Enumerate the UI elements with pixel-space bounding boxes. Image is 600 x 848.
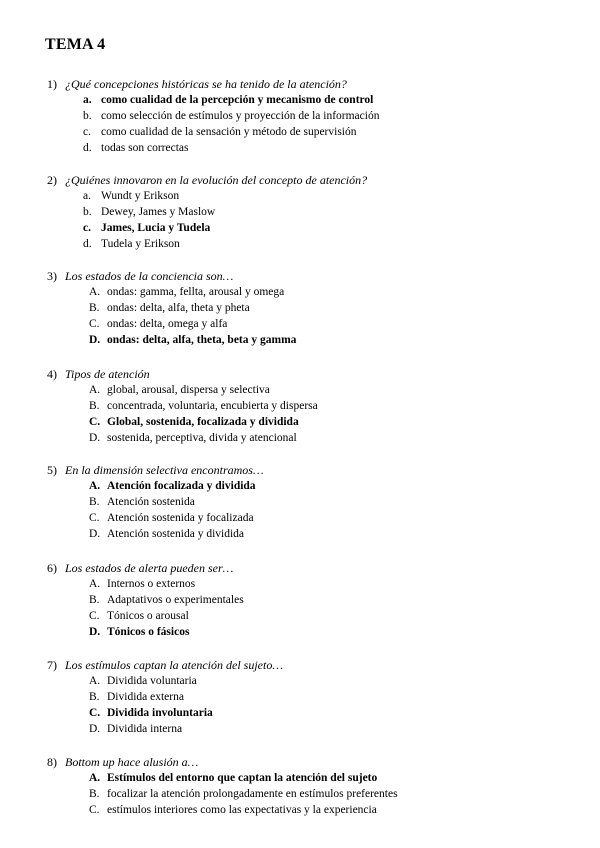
option-text: Dividida interna (107, 723, 183, 735)
option-letter: D. (89, 432, 101, 444)
answer-option (89, 430, 587, 446)
option-letter: D. (89, 334, 101, 346)
option-text: concentrada, voluntaria, encubierta y dispersa (107, 400, 318, 412)
option-letter: B. (89, 594, 100, 606)
option-text: sostenida, perceptiva, divida y atencional (107, 432, 297, 444)
option-text: Atención sostenida y focalizada (107, 512, 254, 524)
question-text: ¿Qué concepciones históricas se ha tenido de la atención? (65, 77, 347, 91)
option-text: Wundt y Erikson (101, 190, 180, 202)
answer-option (83, 140, 587, 156)
option-letter: A. (89, 772, 101, 784)
option-letter: B. (89, 691, 100, 703)
answer-option (89, 284, 587, 300)
option-letter: C. (89, 707, 101, 719)
answer-option (89, 802, 587, 818)
question-block (47, 366, 587, 446)
option-text: estímulos interiores como las expectativas y la experiencia (107, 804, 377, 816)
option-letter: b. (83, 110, 92, 122)
question-number: 1) (47, 77, 57, 91)
option-text: Dividida voluntaria (107, 675, 197, 687)
answer-option (89, 576, 587, 592)
option-letter: A. (89, 286, 101, 298)
answer-option (89, 300, 587, 316)
question-number: 8) (47, 755, 57, 769)
option-text: ondas: delta, alfa, theta y pheta (107, 302, 250, 314)
question-block (47, 172, 587, 252)
answer-option-correct (89, 624, 587, 640)
option-letter: a. (83, 94, 92, 106)
answer-option (89, 398, 587, 414)
question-heading (47, 560, 587, 576)
question-text: ¿Quiénes innovaron en la evolución del concepto de atención? (65, 173, 368, 187)
option-text: ondas: delta, omega y alfa (107, 318, 228, 330)
option-letter: A. (89, 578, 101, 590)
answer-option-correct (89, 332, 587, 348)
option-letter: B. (89, 400, 100, 412)
option-text: Dividida externa (107, 691, 184, 703)
answer-option (83, 204, 587, 220)
option-letter: C. (89, 416, 101, 428)
option-letter: C. (89, 318, 100, 330)
question-heading (47, 76, 587, 92)
option-text: Estímulos del entorno que captan la atención del sujeto (107, 772, 378, 784)
option-text: Atención focalizada y dividida (107, 480, 256, 492)
option-letter: D. (89, 528, 101, 540)
answer-option (89, 592, 587, 608)
option-text: Tudela y Erikson (101, 238, 180, 250)
option-text: Tónicos o arousal (107, 610, 189, 622)
question-number: 4) (47, 367, 57, 381)
answer-option-correct (83, 220, 587, 236)
question-block (47, 268, 587, 348)
option-letter: B. (89, 788, 100, 800)
answer-option (89, 608, 587, 624)
question-number: 6) (47, 561, 57, 575)
option-letter: A. (89, 480, 101, 492)
answer-option (89, 689, 587, 705)
answer-option-correct (89, 414, 587, 430)
option-text: global, arousal, dispersa y selectiva (107, 384, 270, 396)
option-text: Atención sostenida (107, 496, 195, 508)
option-text: Dewey, James y Maslow (101, 206, 216, 218)
option-letter: A. (89, 384, 101, 396)
answer-option-correct (89, 478, 587, 494)
option-text: Adaptativos o experimentales (107, 594, 244, 606)
answer-option-correct (89, 770, 587, 786)
option-letter: D. (89, 626, 101, 638)
question-block (47, 560, 587, 640)
document-title: TEMA 4 (45, 36, 106, 53)
option-text: Dividida involuntaria (107, 707, 213, 719)
option-letter: C. (89, 610, 100, 622)
question-block (47, 754, 587, 818)
question-text: Tipos de atención (65, 367, 150, 381)
option-text: Internos o externos (107, 578, 196, 590)
option-text: Atención sostenida y dividida (107, 528, 245, 540)
question-number: 5) (47, 463, 57, 477)
option-letter: b. (83, 206, 92, 218)
answer-option (89, 721, 587, 737)
question-heading (47, 754, 587, 770)
answer-option (89, 526, 587, 542)
answer-option (89, 494, 587, 510)
answer-option (83, 236, 587, 252)
answer-option (89, 510, 587, 526)
question-heading (47, 462, 587, 478)
question-block (47, 657, 587, 737)
question-heading (47, 172, 587, 188)
option-letter: a. (83, 190, 91, 202)
option-text: todas son correctas (101, 142, 189, 154)
option-letter: B. (89, 496, 100, 508)
answer-option (89, 382, 587, 398)
option-letter: d. (83, 142, 92, 154)
answer-option (83, 124, 587, 140)
option-text: James, Lucia y Tudela (101, 222, 211, 234)
question-text: Los estímulos captan la atención del sujeto… (65, 658, 283, 672)
option-letter: A. (89, 675, 101, 687)
option-text: como selección de estímulos y proyección de la información (101, 110, 380, 122)
option-text: Global, sostenida, focalizada y dividida (107, 416, 299, 428)
question-block (47, 76, 587, 156)
question-text: En la dimensión selectiva encontramos… (65, 463, 264, 477)
question-number: 3) (47, 269, 57, 283)
answer-option (89, 786, 587, 802)
answer-option (89, 673, 587, 689)
option-text: ondas: gamma, fellta, arousal y omega (107, 286, 285, 298)
question-number: 2) (47, 173, 57, 187)
question-text: Bottom up hace alusión a… (65, 755, 199, 769)
question-text: Los estados de la conciencia son… (65, 269, 234, 283)
question-heading (47, 268, 587, 284)
option-letter: d. (83, 238, 92, 250)
question-number: 7) (47, 658, 57, 672)
option-text: ondas: delta, alfa, theta, beta y gamma (107, 334, 297, 346)
answer-option-correct (83, 92, 587, 108)
answer-option-correct (89, 705, 587, 721)
option-text: como cualidad de la percepción y mecanismo de control (101, 94, 374, 106)
answer-option (83, 188, 587, 204)
option-letter: C. (89, 804, 100, 816)
option-letter: C. (89, 512, 100, 524)
option-text: Tónicos o fásicos (107, 626, 190, 638)
option-text: como cualidad de la sensación y método de supervisión (101, 126, 357, 138)
question-text: Los estados de alerta pueden ser… (65, 561, 234, 575)
option-letter: c. (83, 126, 91, 138)
question-block (47, 462, 587, 542)
question-heading (47, 657, 587, 673)
answer-option (89, 316, 587, 332)
option-text: focalizar la atención prolongadamente en estímulos preferentes (107, 788, 398, 800)
option-letter: D. (89, 723, 101, 735)
option-letter: c. (83, 222, 91, 234)
option-letter: B. (89, 302, 100, 314)
question-heading (47, 366, 587, 382)
answer-option (83, 108, 587, 124)
